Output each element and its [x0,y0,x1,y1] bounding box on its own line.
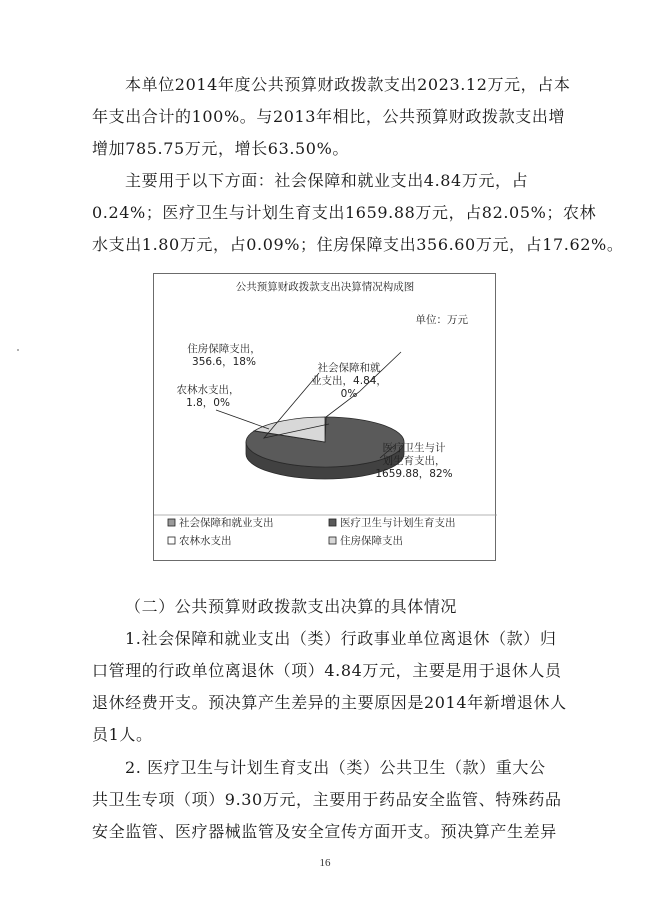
chart-unit-label: 单位：万元 [415,314,468,326]
page-number: 16 [319,857,331,869]
text-line: 本单位2014年度公共预算财政拨款支出2023.12万元，占本 [125,75,571,94]
text-line: 共卫生专项（项）9.30万元，主要用于药品安全监管、特殊药品 [92,790,562,809]
text-line: 主要用于以下方面：社会保障和就业支出4.84万元，占 [125,171,529,190]
legend-item-0 [168,516,274,529]
slice-label-line: 1.8，0% [186,397,230,409]
chart-title: 公共预算财政拨款支出决算情况构成图 [235,281,415,293]
slice-label-line: 划生育支出， [382,455,446,467]
legend-item-3 [329,534,403,547]
slice-label-1 [375,441,452,480]
text-line: 年支出合计的100%。与2013年相比，公共预算财政拨款支出增 [92,107,566,126]
chart-legend [168,516,456,547]
text-line: 安全监管、医疗器械监管及安全宣传方面开支。预决算产生差异 [92,822,557,841]
text-line: 0.24%；医疗卫生与计划生育支出1659.88万元，占82.05%；农林 [92,203,597,222]
legend-item-1 [329,516,456,529]
legend-label: 医疗卫生与计划生育支出 [340,517,456,529]
pie-chart [154,274,497,562]
paragraph-main-uses [92,165,624,261]
slice-label-0 [311,361,387,400]
leader-line-3 [216,410,269,429]
paragraph-health [92,752,572,848]
legend-swatch [329,519,336,526]
legend-item-2 [168,534,232,547]
slice-label-line: 1659.88，82% [375,468,453,480]
slice-label-2 [177,383,240,409]
slice-label-line: 医疗卫生与计 [382,442,446,454]
text-line: 退休经费开支。预决算产生差异的主要原因是2014年新增退休人 [92,693,567,712]
legend-label: 社会保障和就业支出 [179,517,274,529]
paragraph-social-security [92,623,572,751]
section-heading [92,591,572,623]
section-heading-text: （二）公共预算财政拨款支出决算的具体情况 [125,597,458,616]
text-line: 水支出1.80万元，占0.09%；住房保障支出356.60万元，占17.62%。 [92,235,624,254]
text-line: 口管理的行政单位离退休（项）4.84万元，主要是用于退休人员 [92,661,562,680]
slice-label-line: 住房保障支出， [187,343,261,355]
legend-swatch [168,537,175,544]
legend-label: 农林水支出 [179,535,232,547]
text-line: 2. 医疗卫生与计划生育支出（类）公共卫生（款）重大公 [125,758,546,777]
pie-chart-figure [153,273,496,561]
slice-label-line: 0% [340,388,358,400]
legend-label: 住房保障支出 [340,535,403,547]
text-line: 增加785.75万元，增长63.50%。 [92,139,349,158]
legend-swatch [329,537,336,544]
legend-swatch [168,519,175,526]
slice-label-line: 业支出，4.84， [311,375,387,387]
slice-label-line: 农林水支出， [176,384,240,396]
slice-label-line: 356.6，18% [192,356,256,368]
slice-label-3 [187,342,261,368]
paragraph-total-expenditure [92,69,572,165]
slice-label-line: 社会保障和就 [317,362,381,374]
scan-speck [17,349,19,351]
text-line: 1.社会保障和就业支出（类）行政事业单位离退休（款）归 [125,629,557,648]
text-line: 员1人。 [92,725,153,744]
